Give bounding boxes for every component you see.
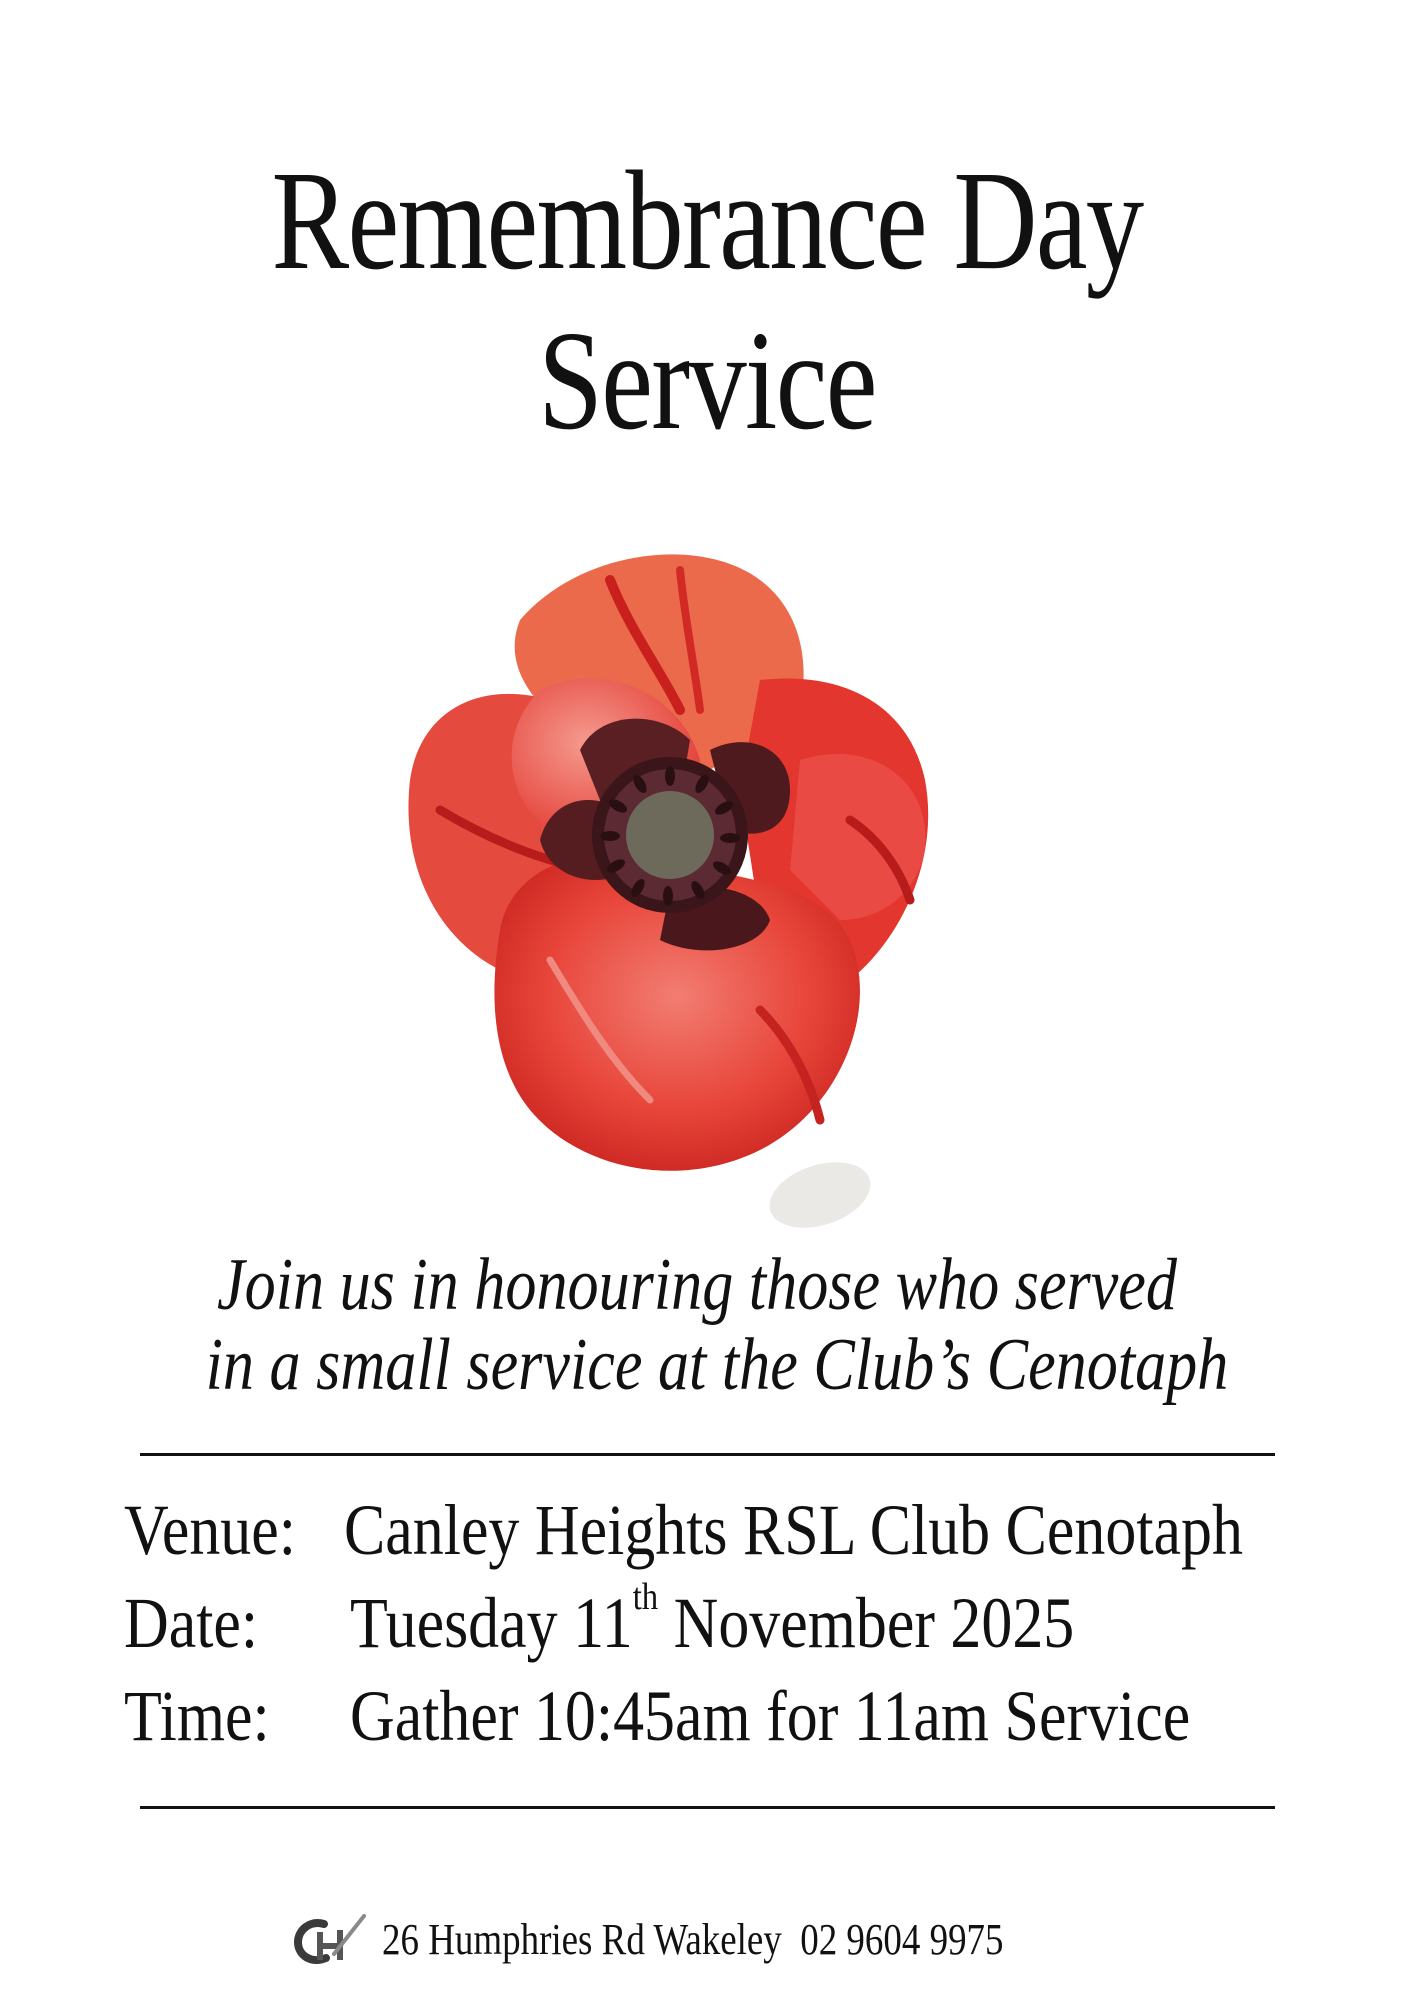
venue-value: Canley Heights RSL Club Cenotaph [344,1490,1243,1570]
venue-label: Venue: [124,1490,296,1570]
date-ordinal-suffix: th [632,1576,659,1618]
invitation-line-1: Join us in honouring those who served [217,1244,1177,1326]
title-line-1: Remembrance Day [271,141,1143,299]
divider-bottom [140,1806,1275,1809]
divider-top [140,1453,1275,1456]
poppy-icon [380,540,1020,1240]
footer [290,1910,1190,1970]
ch-club-logo-icon [290,1910,370,1970]
date-label: Date: [124,1583,259,1663]
invitation-line-2: in a small service at the Club’s Cenotaph [205,1324,1229,1406]
date-value-rest: November 2025 [658,1583,1075,1663]
time-label: Time: [124,1676,270,1756]
time-value: Gather 10:45am for 11am Service [350,1676,1191,1756]
footer-address: 26 Humphries Rd Wakeley 02 9604 9975 [382,1915,1004,1964]
date-value-main: Tuesday 11 [350,1583,633,1663]
date-value [350,1576,1075,1663]
title-line-2: Service [538,301,876,459]
